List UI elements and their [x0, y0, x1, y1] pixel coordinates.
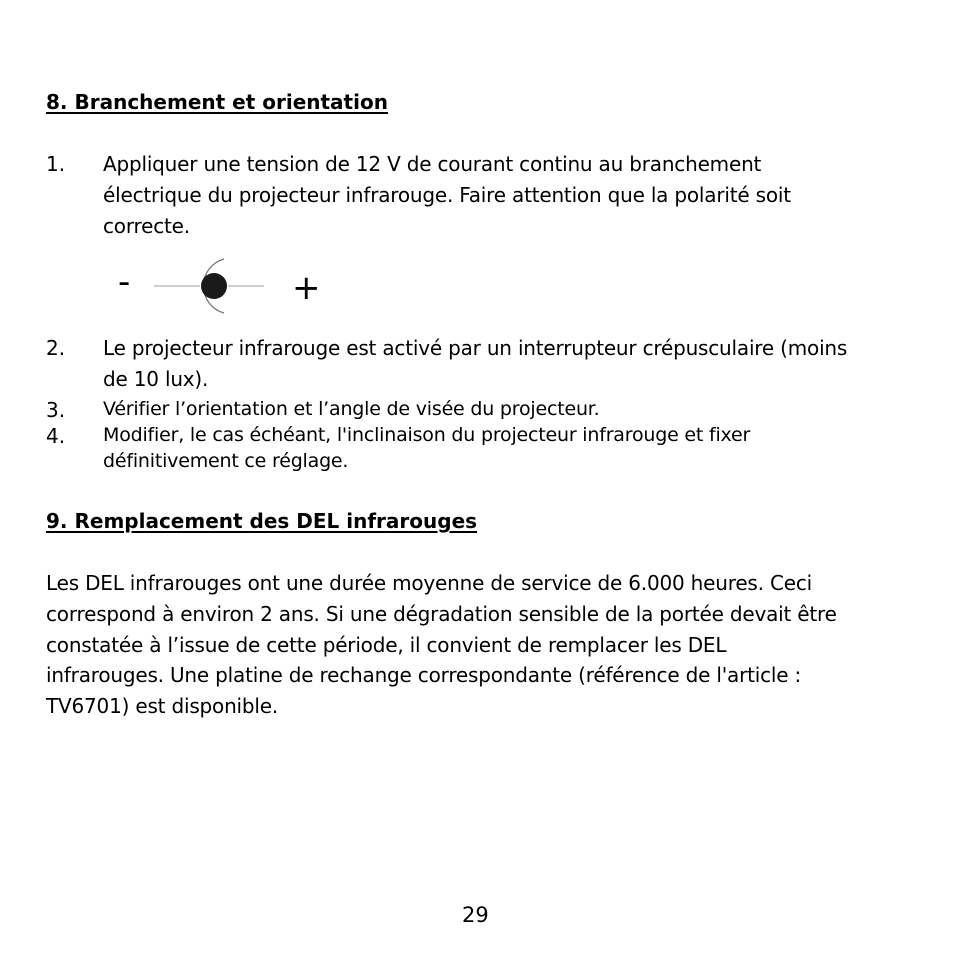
page-number: 29: [462, 903, 489, 927]
paragraph-line: TV6701) est disponible.: [46, 694, 279, 718]
list-item-line: définitivement ce réglage.: [103, 450, 349, 472]
list-item-line: Modifier, le cas échéant, l'inclinaison du projecteur infrarouge et fixer: [103, 424, 751, 446]
list-item-number: 2.: [46, 336, 66, 360]
list-item-number: 1.: [46, 152, 66, 176]
list-item-number: 4.: [46, 424, 66, 448]
paragraph-line: infrarouges. Une platine de rechange correspondante (référence de l'article :: [46, 663, 802, 687]
connector-center-dot: [201, 273, 227, 299]
section-8-heading: 8. Branchement et orientation: [46, 90, 388, 114]
list-item-number: 3.: [46, 398, 66, 422]
list-item-line: Vérifier l’orientation et l’angle de visée du projecteur.: [103, 398, 600, 420]
polarity-connector-diagram: [150, 255, 270, 315]
polarity-minus-label: -: [118, 262, 131, 302]
list-item-line: de 10 lux).: [103, 367, 209, 391]
list-item-line: Le projecteur infrarouge est activé par un interrupteur crépusculaire (moins: [103, 336, 848, 360]
list-item-line: correcte.: [103, 214, 190, 238]
list-item-line: Appliquer une tension de 12 V de courant continu au branchement: [103, 152, 762, 176]
list-item-line: électrique du projecteur infrarouge. Faire attention que la polarité soit: [103, 183, 791, 207]
paragraph-line: constatée à l’issue de cette période, il convient de remplacer les DEL: [46, 633, 727, 657]
paragraph-line: correspond à environ 2 ans. Si une dégradation sensible de la portée devait être: [46, 602, 837, 626]
section-9-heading: 9. Remplacement des DEL infrarouges: [46, 509, 478, 533]
paragraph-line: Les DEL infrarouges ont une durée moyenne de service de 6.000 heures. Ceci: [46, 571, 812, 595]
polarity-plus-label: +: [292, 268, 321, 308]
